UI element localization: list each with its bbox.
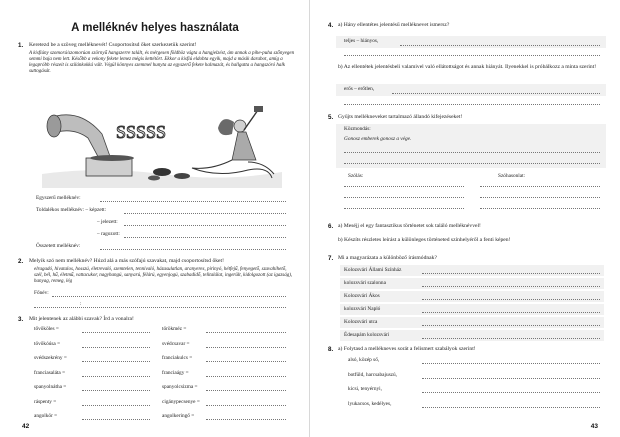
- answer-line: [422, 299, 600, 300]
- answer-line: [344, 197, 464, 198]
- answer-line: [206, 376, 286, 377]
- row-label: tövőkóúsa =: [34, 340, 61, 347]
- answer-line: [422, 363, 600, 364]
- answer-line: [124, 213, 286, 214]
- row-label: Egyszerű melléknév:: [36, 195, 81, 201]
- answer-line: [82, 405, 150, 406]
- answer-line: [422, 338, 600, 339]
- answer-line: [206, 361, 286, 362]
- answer-line: [206, 405, 286, 406]
- question-prompt: Keretezd be a szöveg melléknevét! Csoportosítsd őket szerkezetük szerint!: [29, 42, 197, 48]
- example-answer: erős – erőtlen,: [344, 86, 375, 92]
- answer-line: [82, 361, 150, 362]
- answer-line: [100, 201, 286, 202]
- answer-line: [206, 390, 286, 391]
- answer-line: [82, 332, 150, 333]
- sound-text: SSSSS: [116, 122, 167, 142]
- field-label: Szólás:: [348, 173, 364, 179]
- answer-box: [336, 124, 606, 168]
- row-label: Kolozsvári Állami Színház: [344, 267, 402, 273]
- row-label: kolozsvári Napló: [344, 306, 381, 312]
- answer-line: [392, 93, 600, 94]
- question-text: A kisfiúny szomorú/szomorúan szörnyű hangszerre talált, és mérgesen földhöz vágta a hangjelzést, ám annak a pihe-puha szőnyegen semmi baja nem lett. Később a vekony fekete lemez mégis kettétört. Ekkor a kisfiú eldobta egyik, majd a másik darabot, amíg a legapróbb részeit is szilánkokká vált. Végül könnyes szemmel hunyta az egyszerű fekete halmazát, és hallgatta a hangszóró halk suttogását.: [29, 51, 295, 74]
- field-label: :: [80, 301, 82, 307]
- answer-line: [124, 237, 286, 238]
- row-label: alsó, közép ső,: [348, 357, 380, 363]
- answer-line: [344, 163, 600, 164]
- row-label: Összetett melléknév:: [36, 243, 81, 249]
- question-prompt: b) Az ellentétek jelentésbeli valamivel való ellátottságot és annak hiányát. Ilyenekkel is próbálkozz a minta szerint!: [338, 64, 597, 70]
- row-background: [340, 317, 604, 328]
- question-number: 1.: [18, 42, 24, 49]
- answer-line: [422, 392, 600, 393]
- row-label: törökméz =: [162, 326, 187, 332]
- answer-line: [82, 376, 150, 377]
- row-label: ráspenty =: [34, 398, 57, 405]
- question-number: 5.: [328, 114, 334, 121]
- answer-line: [422, 378, 600, 379]
- question-prompt: Mi a magyarázata a különböző írásmódnak?: [338, 255, 437, 261]
- answer-line: [422, 312, 600, 313]
- answer-line: [82, 419, 150, 420]
- row-label: kolozsvári szalonna: [344, 280, 386, 286]
- row-label: franciasaláta =: [34, 369, 66, 376]
- answer-line: [480, 186, 600, 187]
- question-number: 8.: [328, 346, 334, 353]
- answer-line: [206, 332, 286, 333]
- answer-line: [480, 197, 600, 198]
- question-number: 6.: [328, 223, 334, 230]
- answer-line: [422, 325, 600, 326]
- row-label: Kolozsvári utca: [344, 319, 378, 325]
- row-label: angolkeringő =: [162, 413, 195, 419]
- answer-line: [82, 390, 150, 391]
- answer-line: [52, 296, 286, 297]
- answer-line: [344, 152, 600, 153]
- row-label: Toldalékos melléknév: – képzett:: [36, 207, 107, 213]
- field-label: Szóhasonlat:: [498, 173, 526, 179]
- row-label: angolkör =: [34, 413, 58, 419]
- answer-line: [206, 347, 286, 348]
- row-label: spanyolnátha =: [34, 384, 67, 390]
- row-label: franciakulcs =: [162, 355, 193, 361]
- question-prompt: Melyik szó nem melléknév? Húzd alá a más szófajú szavakat, majd csoportosítsd őket!: [29, 258, 224, 264]
- gramophone-illustration: [42, 104, 282, 188]
- row-label: svédcsavar =: [162, 340, 190, 347]
- row-label: lyukacsos, kedélyes,: [348, 400, 392, 407]
- word-list: elragadó, hivatalos, hosszú, életrevaló, szemtelen, tennivaló, házasulatlan, aranyeres, pirinyó, hétfejű, fenyegető, szavahihető, szél, bél, hű, életmű, vattacukor, nagyhangú, sanyarú, félárú, egyenjogú, szabadidő, telitalálat, ingerült, kidolgozott (az igazság), hanyag, remeg, lég: [34, 267, 293, 284]
- answer-line: [480, 208, 600, 209]
- row-label: cigánypecsenye =: [162, 398, 200, 405]
- row-label: – ragozott:: [97, 231, 120, 237]
- question-number: 7.: [328, 255, 334, 262]
- question-prompt: a) Hány ellentétes jelentésű melléknevet ismersz?: [338, 22, 450, 28]
- right-page: [310, 0, 620, 437]
- page-title: A melléknév helyes használata: [71, 22, 239, 34]
- row-label: kicsi, tenyérnyi,: [348, 386, 382, 392]
- question-number: 4.: [328, 22, 334, 29]
- field-label: Főnév:: [34, 290, 49, 296]
- answer-line: [344, 186, 464, 187]
- question-number: 3.: [18, 316, 24, 323]
- question-prompt: b) Készíts részletes leírást a különleges történeted színhelyéről a fenti képen!: [338, 237, 511, 243]
- answer-line: [82, 347, 150, 348]
- answer-line: [344, 104, 600, 105]
- example-answer: teljes – hiányos,: [344, 38, 379, 44]
- question-number: 2.: [18, 258, 24, 265]
- question-prompt: Gyűjts mellékneveket tartalmazó állandó kifejezéseket!: [338, 114, 463, 120]
- row-label: Édesapám kolozsvári: [344, 332, 390, 338]
- row-label: franciaágy =: [162, 369, 189, 376]
- row-label: svédszekrény =: [34, 355, 67, 361]
- answer-line: [100, 249, 286, 250]
- answer-line: [422, 273, 600, 274]
- page-number: 43: [590, 423, 598, 430]
- question-prompt: a) Folytasd a mellékneves sorát a felismert szabályok szerint!: [338, 346, 476, 352]
- example-answer: Gonosz emberek gonosz a vége.: [344, 136, 412, 142]
- answer-line: [206, 419, 286, 420]
- row-label: – jelezett:: [97, 219, 118, 225]
- answer-line: [422, 407, 600, 408]
- answer-line: [344, 208, 464, 209]
- field-label: Közmondás:: [344, 126, 371, 132]
- question-prompt: Mit jelentenek az alábbi szavak? Írd a vonalra!: [29, 316, 134, 322]
- row-label: spanyolcsizma =: [162, 384, 198, 390]
- page-number: 42: [22, 423, 30, 430]
- question-prompt: a) Meséjj el egy fantasztikus történetet sok találó melléknévvel!: [338, 223, 481, 229]
- answer-box: [336, 84, 606, 96]
- answer-line: [124, 225, 286, 226]
- answer-line: [400, 45, 600, 46]
- answer-line: [34, 307, 286, 308]
- row-label: botfüld, harcsabajuszú,: [348, 371, 397, 378]
- answer-line: [344, 55, 600, 56]
- row-label: Kolozsvári Ákos: [344, 293, 380, 299]
- row-label: tővőköles =: [34, 326, 59, 332]
- answer-line: [422, 286, 600, 287]
